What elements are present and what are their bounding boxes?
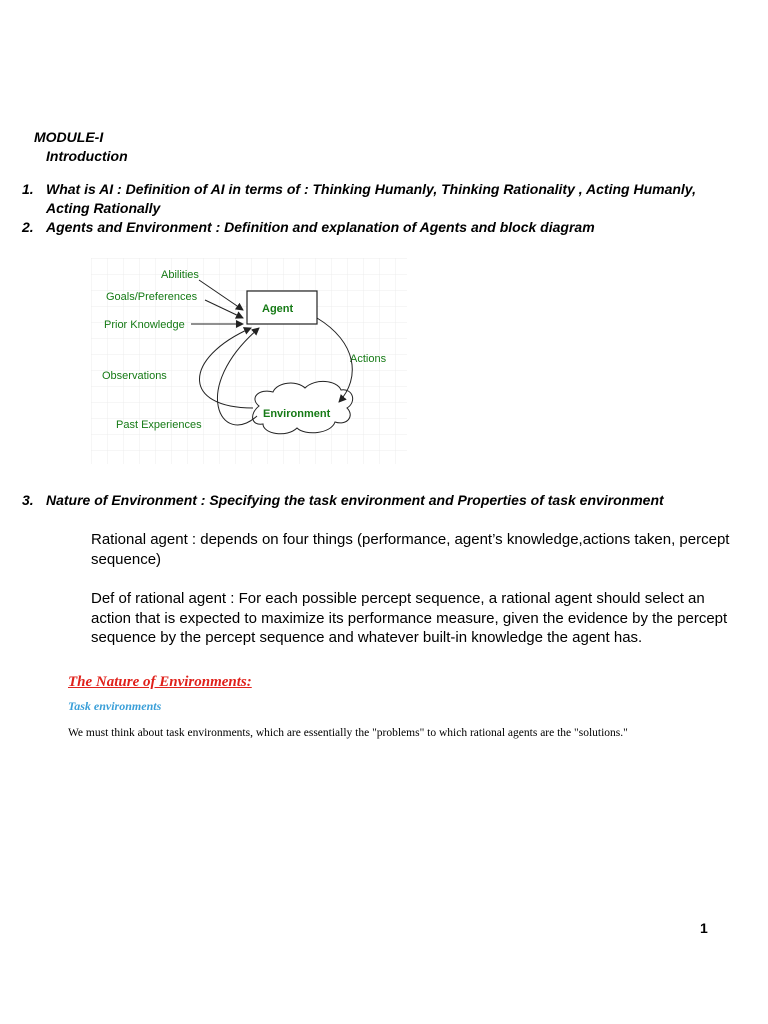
module-title: MODULE-I <box>34 129 104 145</box>
excerpt-title: The Nature of Environments: <box>68 674 252 690</box>
prior-knowledge-label: Prior Knowledge <box>104 319 185 331</box>
observations-label: Observations <box>102 370 167 382</box>
topic-number: 1. <box>22 181 34 197</box>
topic-text: Agents and Environment : Definition and explanation of Agents and block diagram <box>46 219 595 235</box>
excerpt-body: We must think about task environments, which are essentially the "problems" to which rational agents are the "solutions." <box>68 727 628 739</box>
actions-label: Actions <box>350 353 387 365</box>
topic-item-1 <box>22 180 722 220</box>
topic-item-2 <box>22 218 722 238</box>
abilities-label: Abilities <box>161 269 199 281</box>
rational-agent-definition: Def of rational agent : For each possible percept sequence, a rational agent should select an action that is expected to maximize its performance measure, given the evidence by the percept sequence by the percept sequence and whatever built-in knowledge the agent has. <box>91 590 728 646</box>
goals-label: Goals/Preferences <box>106 291 198 303</box>
topic-text: Nature of Environment : Specifying the task environment and Properties of task environment <box>46 492 664 508</box>
agent-label: Agent <box>262 303 294 315</box>
module-subtitle: Introduction <box>46 148 128 164</box>
topic-number: 3. <box>22 492 34 508</box>
topic-number: 2. <box>22 219 34 235</box>
excerpt-subtitle: Task environments <box>68 699 162 713</box>
topic-text: What is AI : Definition of AI in terms of : Thinking Humanly, Thinking Rationality , Acting Humanly, Acting Rationally <box>46 181 696 216</box>
rational-agent-paragraph: Rational agent : depends on four things (performance, agent’s knowledge,actions taken, percept sequence) <box>91 531 730 568</box>
page-number: 1 <box>700 920 708 936</box>
topic-item-3 <box>22 491 722 511</box>
environment-label: Environment <box>263 408 331 420</box>
past-experiences-label: Past Experiences <box>116 419 202 431</box>
agent-block-diagram <box>91 258 407 464</box>
